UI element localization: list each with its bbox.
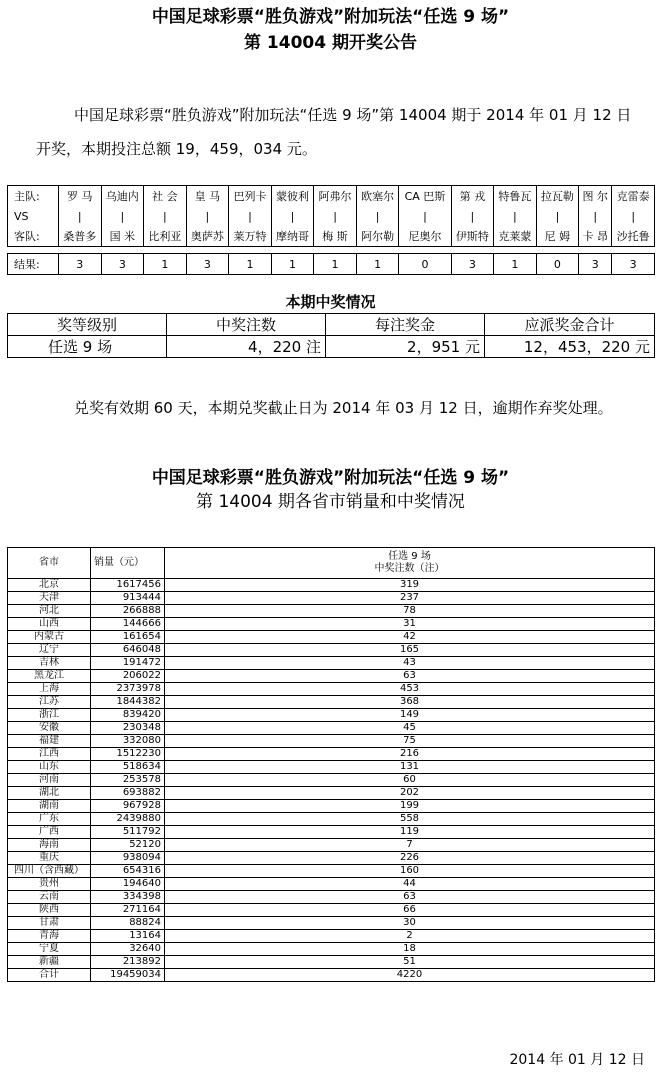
vs-mark: |	[579, 206, 612, 226]
header-wins-line1: 任选 9 场	[388, 551, 431, 562]
sales-cell: 266888	[91, 605, 165, 618]
announcement-date: 2014 年 01 月 12 日	[509, 1052, 645, 1068]
sales-cell: 334398	[91, 891, 165, 904]
home-team: 阿弗尔	[314, 186, 357, 207]
wins-cell: 226	[165, 852, 655, 865]
province-cell: 贵州	[8, 878, 91, 891]
province-cell: 陕西	[8, 904, 91, 917]
table-row	[8, 891, 655, 904]
vs-mark: |	[536, 206, 579, 226]
home-row	[8, 186, 655, 207]
table-row	[8, 709, 655, 722]
province-sales-table	[7, 547, 655, 982]
table-row	[8, 748, 655, 761]
vs-mark: |	[612, 206, 655, 226]
province-cell: 山东	[8, 761, 91, 774]
table-row	[8, 930, 655, 943]
prize-caption: 本期中奖情况	[285, 293, 376, 311]
match-result: 1	[314, 254, 357, 275]
province-cell: 广东	[8, 813, 91, 826]
province-cell: 天津	[8, 592, 91, 605]
home-team: 图 尔	[579, 186, 612, 207]
sales-cell: 1844382	[91, 696, 165, 709]
announcement-title: 中国足球彩票“胜负游戏”附加玩法“任选 9 场”	[151, 7, 510, 27]
away-team: 国 米	[101, 226, 144, 247]
header-province: 省市	[8, 548, 91, 579]
sales-cell: 938094	[91, 852, 165, 865]
table-row	[8, 683, 655, 696]
province-cell: 青海	[8, 930, 91, 943]
away-row-label: 客队:	[8, 226, 59, 247]
table-row	[8, 605, 655, 618]
sales-cell: 913444	[91, 592, 165, 605]
away-team: 沙托鲁	[612, 226, 655, 247]
away-row	[8, 226, 655, 247]
home-team: 巴列卡	[229, 186, 272, 207]
away-team: 尼奥尔	[399, 226, 451, 247]
province-cell: 江西	[8, 748, 91, 761]
sales-cell: 13164	[91, 930, 165, 943]
sales-cell: 230348	[91, 722, 165, 735]
sales-cell: 144666	[91, 618, 165, 631]
intro-paragraph: 中国足球彩票“胜负游戏”附加玩法“任选 9 场”第 14004 期于 2014 年 01 月 12 日开奖，本期投注总额 19，459，034 元。	[36, 106, 632, 158]
vs-row-label: VS	[8, 206, 59, 226]
wins-cell: 160	[165, 865, 655, 878]
table-row	[8, 956, 655, 969]
wins-cell: 60	[165, 774, 655, 787]
prize-total: 12，453，220 元	[485, 336, 655, 358]
table-row	[8, 722, 655, 735]
home-team: 乌迪内	[101, 186, 144, 207]
province-cell: 上海	[8, 683, 91, 696]
province-cell: 合计	[8, 969, 91, 982]
table-row	[8, 761, 655, 774]
home-row-label: 主队:	[8, 186, 59, 207]
away-team: 卡 昂	[579, 226, 612, 247]
province-cell: 北京	[8, 579, 91, 592]
sales-cell: 1617456	[91, 579, 165, 592]
match-results-table	[7, 185, 655, 275]
home-team: 罗 马	[59, 186, 102, 207]
table-row	[8, 696, 655, 709]
home-team: 社 会	[144, 186, 187, 207]
wins-cell: 66	[165, 904, 655, 917]
table-row	[8, 904, 655, 917]
table-row	[8, 670, 655, 683]
prize-header-total: 应派奖金合计	[485, 314, 655, 336]
province-cell: 福建	[8, 735, 91, 748]
away-team: 伊斯特	[451, 226, 494, 247]
table-row	[8, 644, 655, 657]
province-cell: 重庆	[8, 852, 91, 865]
province-cell: 吉林	[8, 657, 91, 670]
table-row	[8, 826, 655, 839]
sales-cell: 161654	[91, 631, 165, 644]
province-cell: 海南	[8, 839, 91, 852]
table-row	[8, 735, 655, 748]
wins-cell: 453	[165, 683, 655, 696]
prize-table	[7, 313, 655, 358]
table-row	[8, 943, 655, 956]
wins-cell: 45	[165, 722, 655, 735]
province-cell: 湖南	[8, 800, 91, 813]
vs-mark: |	[59, 206, 102, 226]
table-row	[8, 800, 655, 813]
province-cell: 安徽	[8, 722, 91, 735]
sales-cell: 32640	[91, 943, 165, 956]
province-cell: 甘肃	[8, 917, 91, 930]
wins-cell: 43	[165, 657, 655, 670]
home-team: 皇 马	[186, 186, 229, 207]
wins-cell: 78	[165, 605, 655, 618]
table-row	[8, 878, 655, 891]
vs-mark: |	[101, 206, 144, 226]
away-team: 尼 姆	[536, 226, 579, 247]
sales-cell: 194640	[91, 878, 165, 891]
province-cell: 湖北	[8, 787, 91, 800]
away-team: 摩纳哥	[271, 226, 314, 247]
match-result: 3	[612, 254, 655, 275]
match-result: 1	[229, 254, 272, 275]
vs-mark: |	[271, 206, 314, 226]
province-cell: 黑龙江	[8, 670, 91, 683]
prize-row	[8, 336, 655, 358]
wins-cell: 149	[165, 709, 655, 722]
sales-cell: 511792	[91, 826, 165, 839]
wins-cell: 63	[165, 670, 655, 683]
sales-cell: 967928	[91, 800, 165, 813]
province-cell: 河北	[8, 605, 91, 618]
header-wins	[165, 548, 655, 579]
home-team: 第 戎	[451, 186, 494, 207]
sales-cell: 88824	[91, 917, 165, 930]
prize-per-bet: 2，951 元	[326, 336, 485, 358]
prize-count: 4，220 注	[167, 336, 326, 358]
sales-cell: 271164	[91, 904, 165, 917]
match-result: 3	[101, 254, 144, 275]
province-cell: 广西	[8, 826, 91, 839]
away-team: 阿尔勒	[356, 226, 399, 247]
match-result: 1	[144, 254, 187, 275]
redemption-notice: 兑奖有效期 60 天，本期兑奖截止日为 2014 年 03 月 12 日，逾期作弃奖处理。	[74, 399, 613, 417]
header-wins-line2: 中奖注数（注）	[374, 563, 445, 574]
table-row	[8, 839, 655, 852]
wins-cell: 2	[165, 930, 655, 943]
table-row	[8, 813, 655, 826]
wins-cell: 44	[165, 878, 655, 891]
wins-cell: 216	[165, 748, 655, 761]
away-team: 比利亚	[144, 226, 187, 247]
wins-cell: 119	[165, 826, 655, 839]
sales-cell: 2373978	[91, 683, 165, 696]
sales-cell: 19459034	[91, 969, 165, 982]
vs-mark: |	[314, 206, 357, 226]
section2-title: 中国足球彩票“胜负游戏”附加玩法“任选 9 场”	[151, 468, 510, 488]
header-sales: 销量（元）	[91, 548, 165, 579]
sales-cell: 253578	[91, 774, 165, 787]
province-header-row	[8, 548, 655, 579]
away-team: 梅 斯	[314, 226, 357, 247]
prize-header-count: 中奖注数	[167, 314, 326, 336]
match-result: 1	[356, 254, 399, 275]
wins-cell: 165	[165, 644, 655, 657]
vs-mark: |	[356, 206, 399, 226]
sales-cell: 654316	[91, 865, 165, 878]
vs-mark: |	[144, 206, 187, 226]
table-row	[8, 657, 655, 670]
table-row	[8, 579, 655, 592]
home-team: 特鲁瓦	[494, 186, 537, 207]
wins-cell: 368	[165, 696, 655, 709]
result-row	[8, 254, 655, 275]
sales-cell: 52120	[91, 839, 165, 852]
province-cell: 新疆	[8, 956, 91, 969]
province-cell: 河南	[8, 774, 91, 787]
table-row	[8, 774, 655, 787]
sales-cell: 2439880	[91, 813, 165, 826]
spacer	[8, 247, 655, 254]
vs-mark: |	[229, 206, 272, 226]
away-team: 克莱蒙	[494, 226, 537, 247]
sales-cell: 191472	[91, 657, 165, 670]
wins-cell: 237	[165, 592, 655, 605]
wins-cell: 199	[165, 800, 655, 813]
wins-cell: 30	[165, 917, 655, 930]
sales-cell: 693882	[91, 787, 165, 800]
province-cell: 四川（含西藏）	[8, 865, 91, 878]
province-cell: 云南	[8, 891, 91, 904]
province-cell: 宁夏	[8, 943, 91, 956]
home-team: 拉瓦勒	[536, 186, 579, 207]
sales-cell: 213892	[91, 956, 165, 969]
prize-header-row	[8, 314, 655, 336]
wins-cell: 7	[165, 839, 655, 852]
table-row	[8, 865, 655, 878]
sales-cell: 646048	[91, 644, 165, 657]
result-row-label: 结果:	[8, 254, 59, 275]
vs-mark: |	[494, 206, 537, 226]
vs-mark: |	[451, 206, 494, 226]
away-team: 莱万特	[229, 226, 272, 247]
spacer-row	[8, 247, 655, 254]
home-team: 欧塞尔	[356, 186, 399, 207]
match-result: 3	[186, 254, 229, 275]
match-result: 0	[536, 254, 579, 275]
vs-mark: |	[399, 206, 451, 226]
wins-cell: 558	[165, 813, 655, 826]
match-result: 3	[579, 254, 612, 275]
table-row	[8, 618, 655, 631]
section2-subtitle: 第 14004 期各省市销量和中奖情况	[196, 492, 465, 512]
home-team: CA 巴斯	[399, 186, 451, 207]
wins-cell: 63	[165, 891, 655, 904]
match-result: 1	[271, 254, 314, 275]
prize-header-per-bet: 每注奖金	[326, 314, 485, 336]
away-team: 奥萨苏	[186, 226, 229, 247]
wins-cell: 319	[165, 579, 655, 592]
vs-row	[8, 206, 655, 226]
province-cell: 浙江	[8, 709, 91, 722]
vs-mark: |	[186, 206, 229, 226]
match-result: 3	[451, 254, 494, 275]
wins-cell: 131	[165, 761, 655, 774]
province-cell: 辽宁	[8, 644, 91, 657]
sales-cell: 839420	[91, 709, 165, 722]
match-result: 3	[59, 254, 102, 275]
sales-cell: 518634	[91, 761, 165, 774]
wins-cell: 75	[165, 735, 655, 748]
table-row	[8, 592, 655, 605]
table-row	[8, 787, 655, 800]
sales-cell: 332080	[91, 735, 165, 748]
prize-header-level: 奖等级别	[8, 314, 167, 336]
wins-cell: 31	[165, 618, 655, 631]
match-result: 0	[399, 254, 451, 275]
wins-cell: 42	[165, 631, 655, 644]
table-row	[8, 852, 655, 865]
wins-cell: 51	[165, 956, 655, 969]
sales-cell: 206022	[91, 670, 165, 683]
match-result: 1	[494, 254, 537, 275]
province-cell: 山西	[8, 618, 91, 631]
wins-cell: 202	[165, 787, 655, 800]
wins-cell: 18	[165, 943, 655, 956]
province-cell: 江苏	[8, 696, 91, 709]
home-team: 蒙彼利	[271, 186, 314, 207]
home-team: 克雷泰	[612, 186, 655, 207]
away-team: 桑普多	[59, 226, 102, 247]
prize-level: 任选 9 场	[8, 336, 167, 358]
announcement-subtitle: 第 14004 期开奖公告	[244, 33, 417, 53]
sales-cell: 1512230	[91, 748, 165, 761]
table-row	[8, 917, 655, 930]
table-row	[8, 631, 655, 644]
wins-cell: 4220	[165, 969, 655, 982]
table-row	[8, 969, 655, 982]
province-cell: 内蒙古	[8, 631, 91, 644]
